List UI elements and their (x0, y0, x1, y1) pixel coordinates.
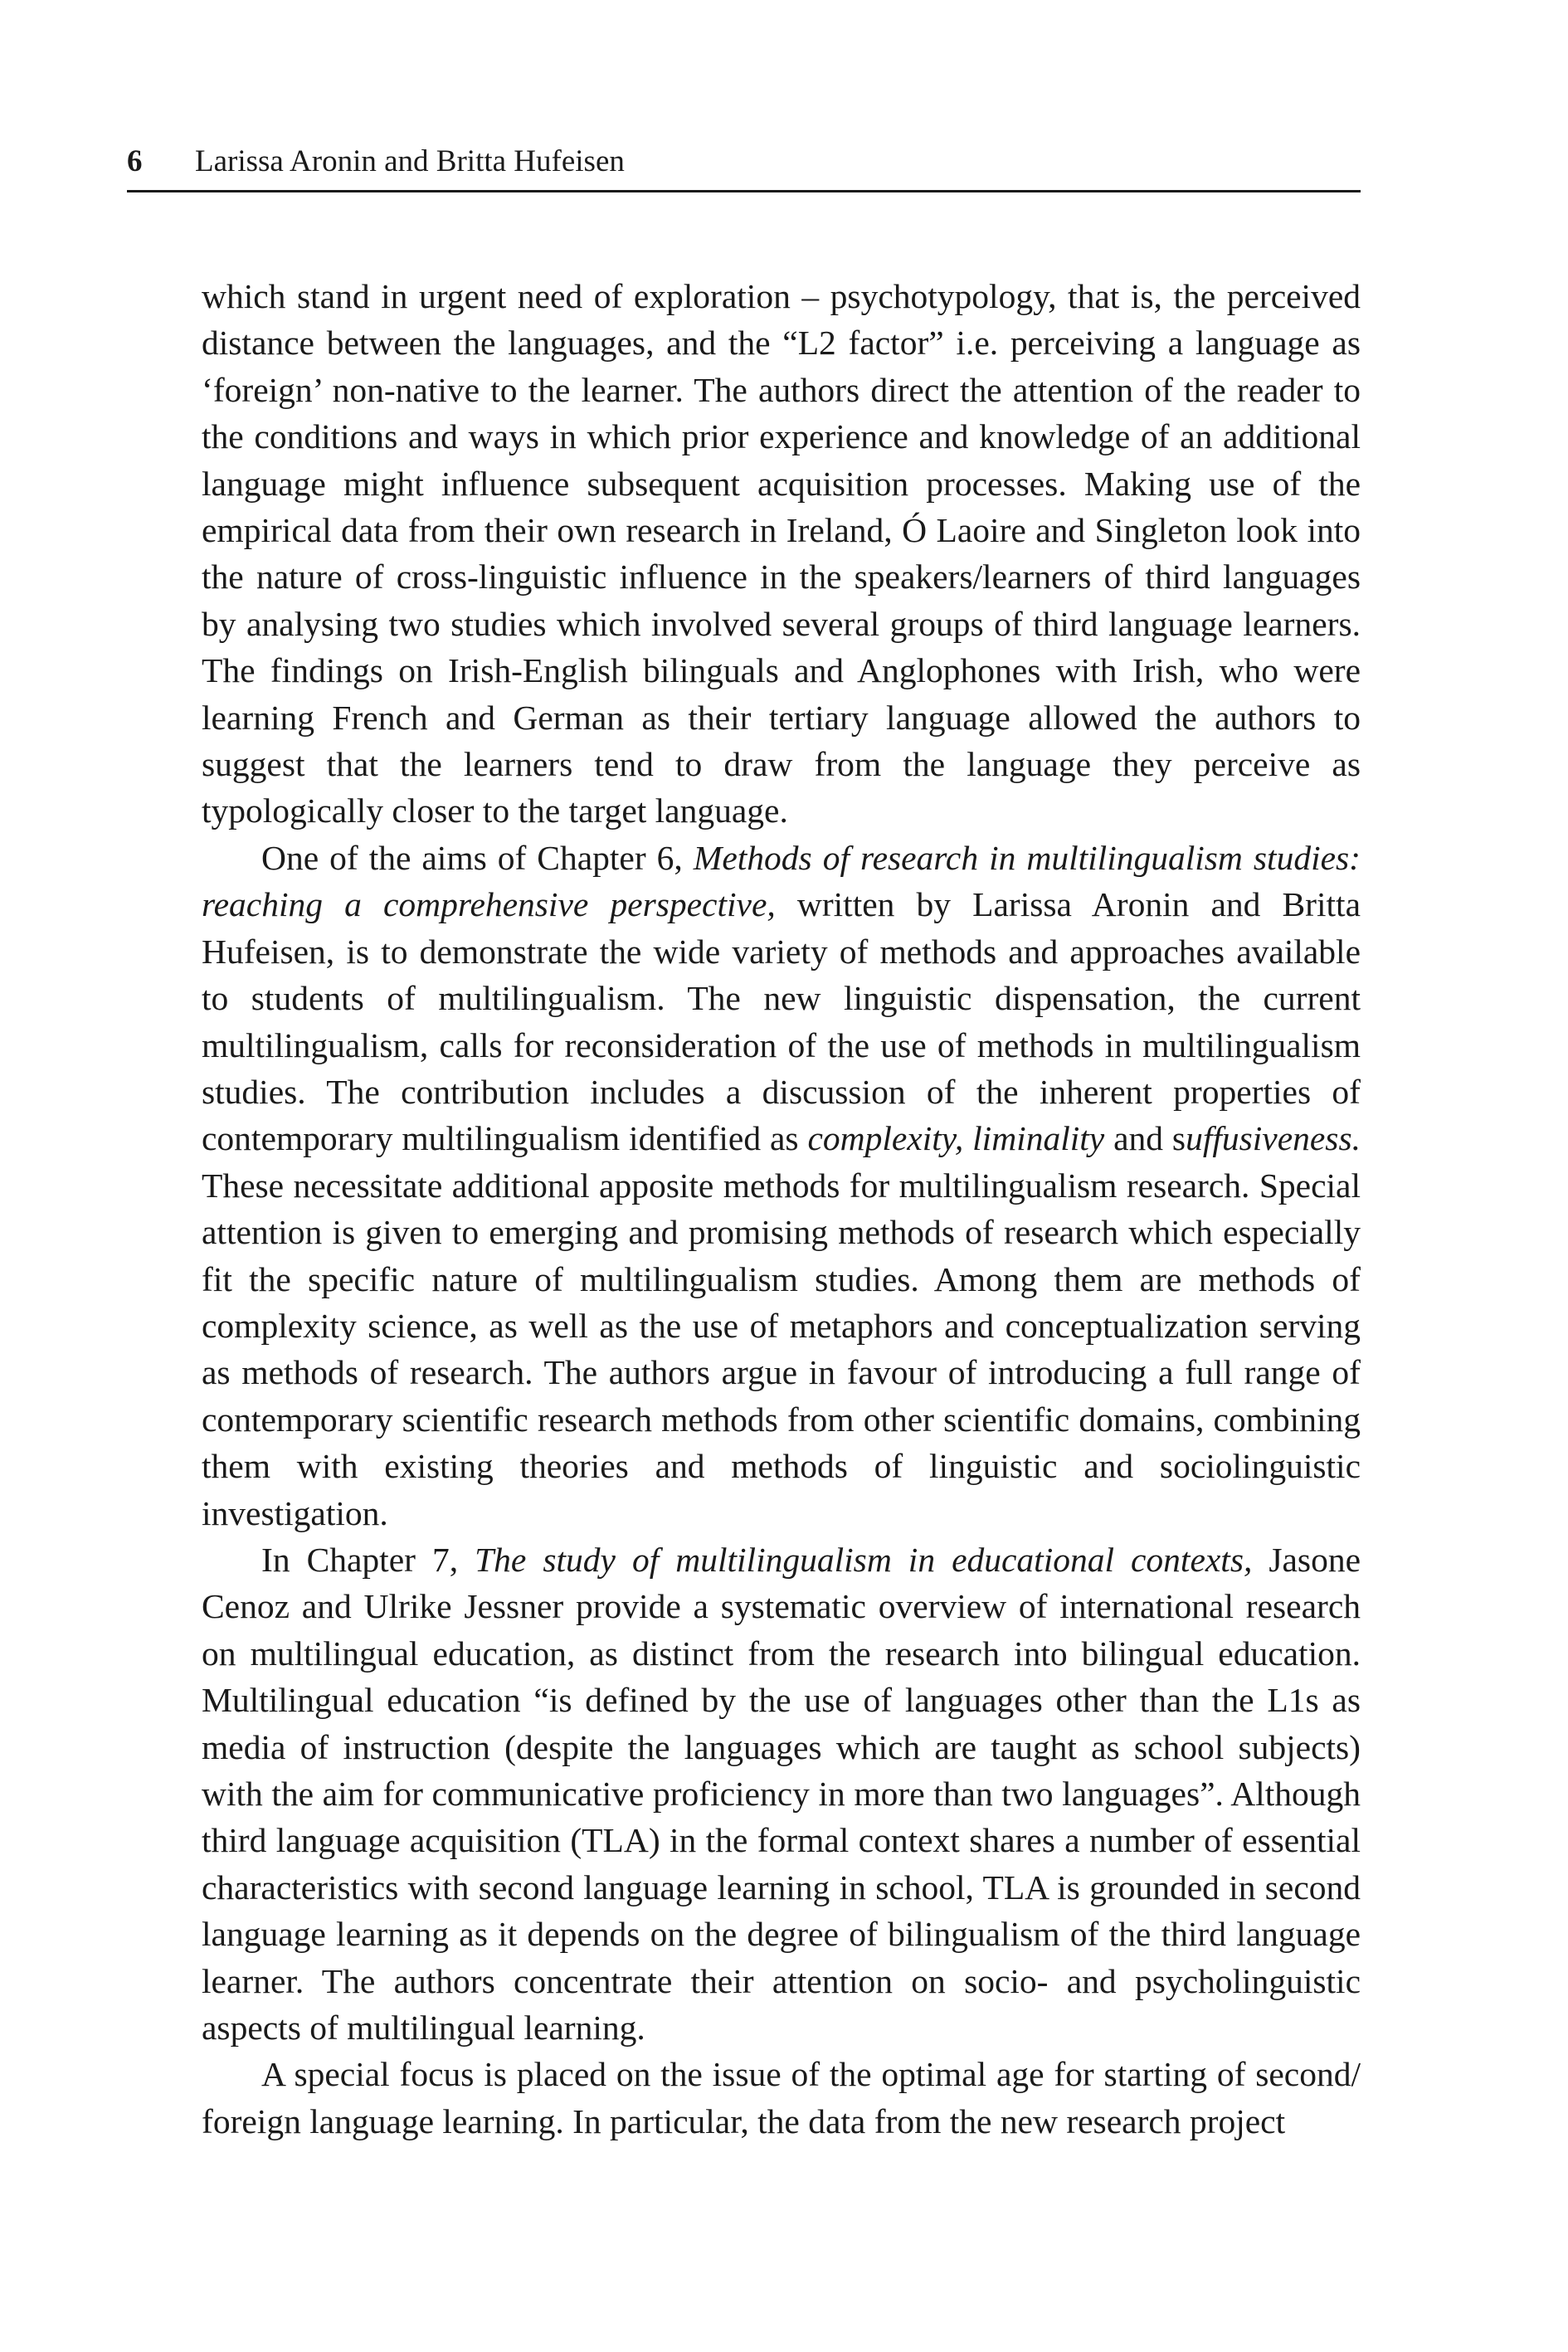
text-run: A special focus is placed on the issue of the optimal age for starting of second/ foreign language learning. In particular, the data from the new research project (202, 2055, 1361, 2140)
paragraph-2 (202, 835, 1361, 1536)
text-run: In Chapter 7, (261, 1540, 475, 1579)
chapter-6-title: Methods of research in multilingualism studies: reaching a comprehensive perspective, (202, 838, 1361, 924)
running-header (127, 143, 1361, 192)
paragraph-3 (202, 1536, 1361, 2051)
page-number: 6 (127, 144, 143, 178)
italic-term: uffusiveness. (1186, 1119, 1361, 1158)
text-run: Jasone Cenoz and Ulrike Jessner provide a systematic overview of international research on multilingual education, as distinct from the research into bilingual education. Multilingual education “is defined by the use of languages other than the L1s as media of instruction (despite the languages which are taught as school subjects) with the aim for communicative proficiency in more than two languages”. Although third language acquisition (TLA) in the formal context shares a number of essential characteristics with second language learning in school, TLA is grounded in second language learning as it depends on the degree of bilingualism of the third language learner. The authors concentrate their attention on socio- and psycholinguistic aspects of multilingual learning. (202, 1540, 1361, 2048)
text-run: which stand in urgent need of exploration – psychotypology, that is, the perceived distance between the languages, and the “L2 factor” i.e. perceiving a language as ‘foreign’ non-native to the learner. The authors direct the attention of the reader to the conditions and ways in which prior experience and knowledge of an additional language might influence subsequent acquisition processes. Making use of the empirical data from their own research in Ireland, Ó Laoire and Singleton look into the nature of cross-linguistic influence in the speakers/learners of third languages by analysing two studies which involved several groups of third language learners. The findings on Irish-English bilinguals and Anglophones with Irish, who were learning French and German as their tertiary language allowed the authors to suggest that the learners tend to draw from the language they perceive as typologically closer to the target language. (202, 277, 1361, 830)
text-run: and s (1104, 1119, 1186, 1158)
text-run: One of the aims of Chapter 6, (261, 838, 694, 877)
paragraph-1 (202, 273, 1361, 835)
running-header-authors: Larissa Aronin and Britta Hufeisen (195, 144, 625, 178)
text-run: These necessitate additional apposite methods for multilingualism research. Special attention is given to emerging and promising methods of research which especially fit the specific nature of multilingualism studies. Among them are methods of complexity science, as well as the use of metaphors and conceptualization serving as methods of research. The authors argue in favour of introducing a full range of contemporary scientific research methods from other scientific domains, combining them with existing theories and methods of linguistic and sociolinguistic investigation. (202, 1166, 1361, 1532)
italic-term: complexity, liminality (807, 1119, 1105, 1158)
body-text (202, 273, 1361, 2145)
paragraph-4 (202, 2051, 1361, 2145)
chapter-7-title: The study of multilingualism in educational contexts, (475, 1540, 1253, 1579)
text-run: written by Larissa Aronin and Britta Hufeisen, is to demonstrate the wide variety of methods and approaches available to students of multilingualism. The new linguistic dispensation, the current multilingualism, calls for reconsideration of the use of methods in multilingualism studies. The contribution includes a discussion of the inherent properties of contemporary multilingualism identified as (202, 885, 1361, 1158)
